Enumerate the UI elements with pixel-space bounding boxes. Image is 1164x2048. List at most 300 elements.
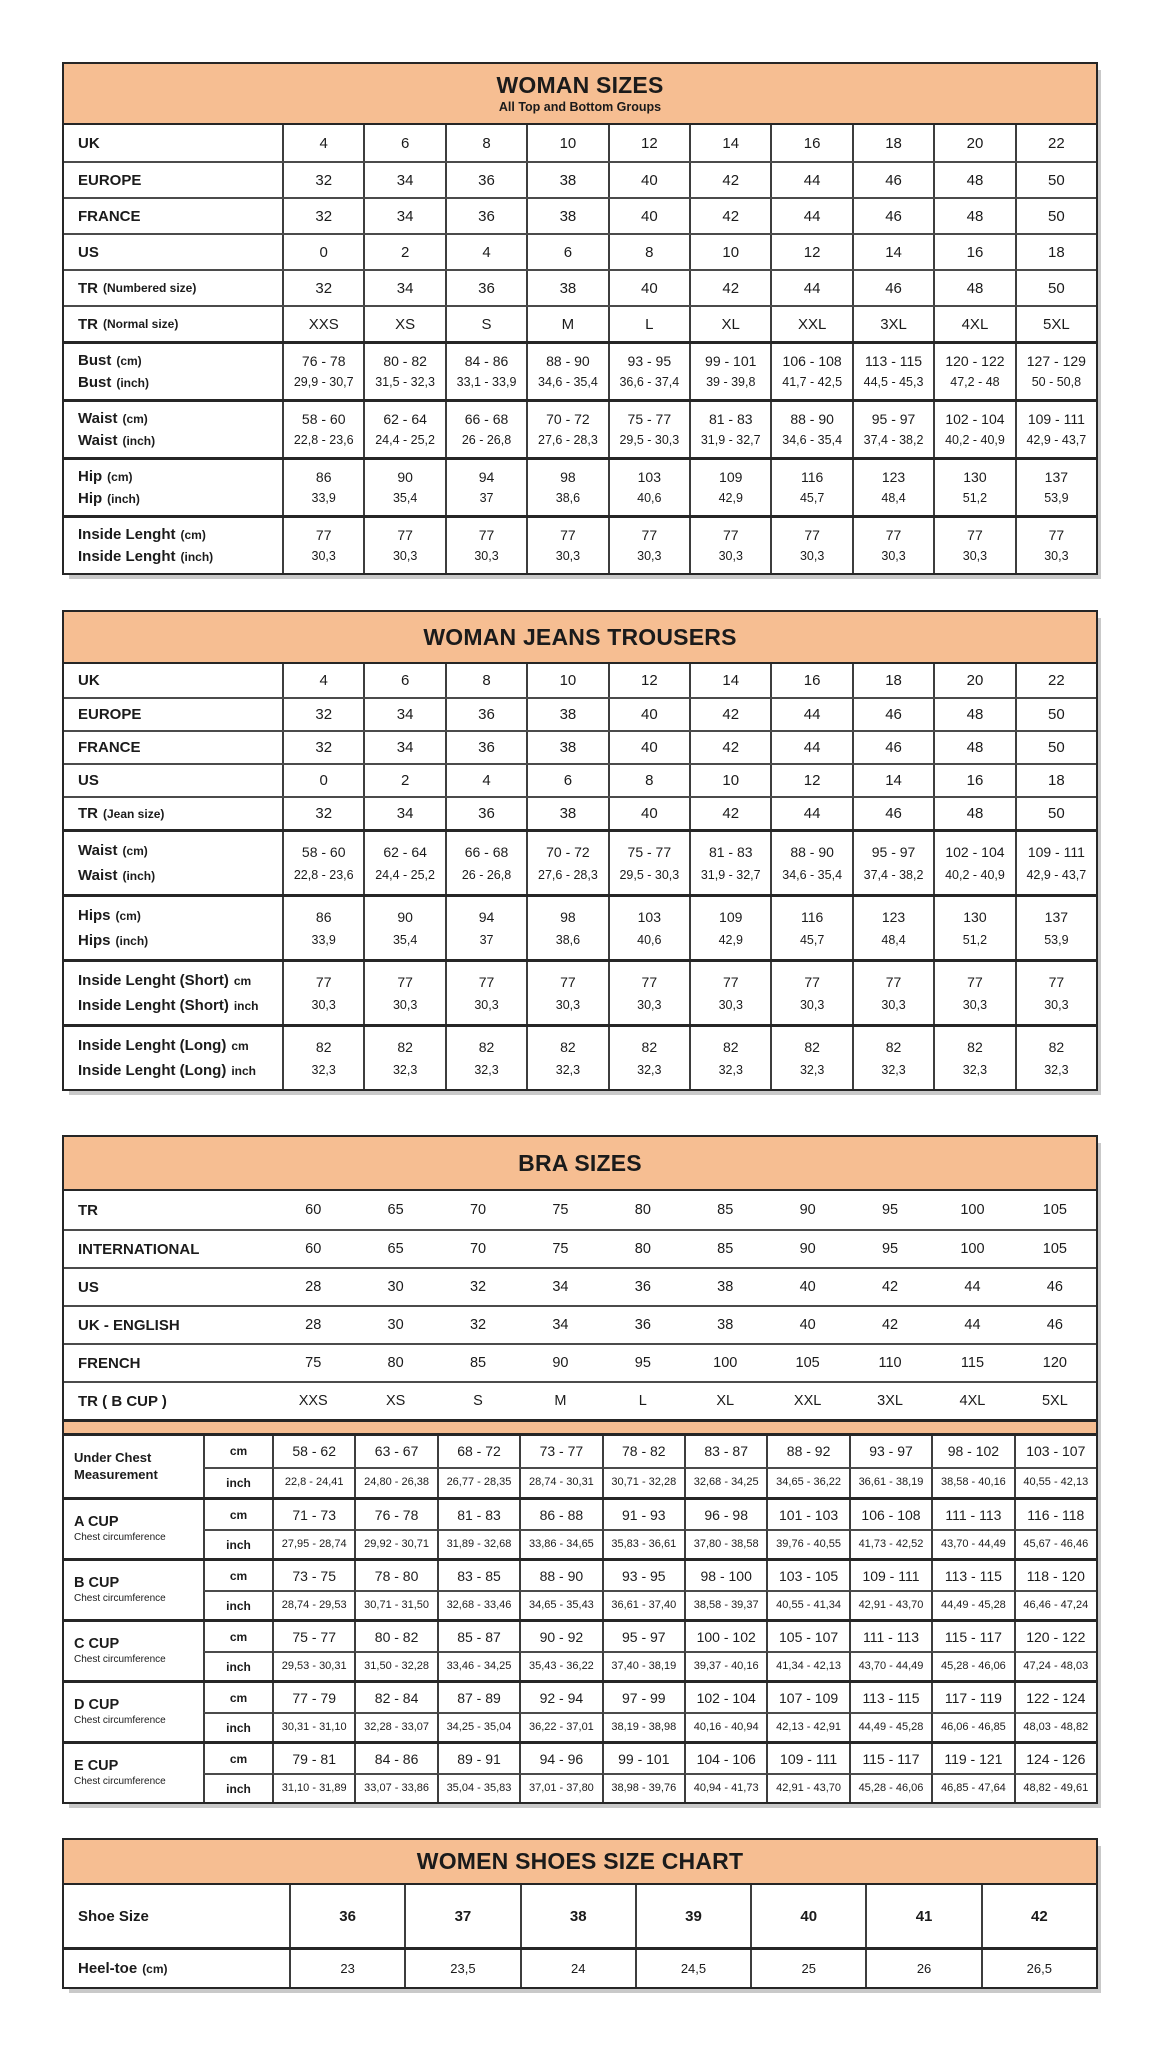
- size-cell: 46,46 - 47,24: [1014, 1590, 1096, 1619]
- size-value-inch: 30,3: [555, 998, 581, 1012]
- size-cell: 43,70 - 44,49: [931, 1529, 1013, 1558]
- size-cell: 10: [526, 664, 607, 697]
- size-row: [64, 1343, 1096, 1381]
- size-cell: 79 - 81: [272, 1744, 354, 1773]
- size-cell: 42: [689, 199, 770, 233]
- size-cell: 8: [608, 765, 689, 796]
- size-cell: 40,55 - 41,34: [766, 1590, 848, 1619]
- row-label-text: FRENCH: [78, 1354, 141, 1372]
- row-label-text: UK: [78, 134, 100, 152]
- size-cell: 113 - 115: [931, 1561, 1013, 1590]
- row-label-line: [78, 908, 141, 923]
- bra-section: [64, 1497, 1096, 1558]
- size-row-pair: [64, 1024, 1096, 1089]
- row-label: [64, 199, 282, 233]
- size-value-inch: 47,2 - 48: [950, 375, 1000, 390]
- size-cell: [526, 344, 607, 399]
- size-cell: 45,67 - 46,46: [1014, 1529, 1096, 1558]
- size-value-cm: 137: [1044, 908, 1069, 925]
- size-cell: 2: [363, 765, 444, 796]
- size-value-inch: 32,3: [392, 1063, 418, 1077]
- size-cell: 63 - 67: [354, 1436, 436, 1467]
- size-value-cm: 82: [315, 1038, 332, 1055]
- size-cell: M: [554, 1392, 567, 1409]
- size-cell: 71 - 73: [272, 1500, 354, 1529]
- size-value-inch: 40,6: [637, 491, 662, 506]
- size-value-cm: 66 - 68: [464, 843, 509, 860]
- bra-section-label: [64, 1744, 203, 1802]
- size-cell: 34: [552, 1316, 569, 1333]
- size-value-inch: 32,3: [718, 1063, 743, 1077]
- size-cell: 70: [469, 1201, 487, 1218]
- size-cell: 24,80 - 26,38: [354, 1467, 436, 1498]
- size-cell: [282, 460, 363, 515]
- row-label-text: TR ( B CUP ): [78, 1392, 167, 1410]
- size-cell: 101 - 103: [766, 1500, 848, 1529]
- size-cell: 4XL: [959, 1392, 986, 1409]
- size-cell: 78 - 82: [602, 1436, 684, 1467]
- size-cell: [770, 402, 851, 457]
- size-value-cm: 137: [1044, 469, 1069, 486]
- size-cell: 33,07 - 33,86: [354, 1773, 436, 1802]
- size-value-cm: 77: [885, 973, 902, 990]
- size-cell: 42,91 - 43,70: [766, 1773, 848, 1802]
- size-cell: 46: [1046, 1278, 1063, 1295]
- row-label-small-text: cm: [233, 974, 252, 989]
- size-cell: 4: [282, 125, 363, 161]
- size-value-inch: 30,3: [1044, 998, 1069, 1012]
- size-value-inch: 30,3: [392, 998, 418, 1012]
- size-value-cm: 130: [963, 908, 987, 925]
- size-cell: 90: [552, 1354, 569, 1371]
- size-cell: 35,04 - 35,83: [437, 1773, 519, 1802]
- size-cell: 12: [770, 235, 851, 269]
- size-cell: 44: [964, 1316, 981, 1333]
- size-cell: 28,74 - 29,53: [272, 1590, 354, 1619]
- size-cell: 42: [689, 271, 770, 305]
- size-value-cm: 82: [478, 1038, 495, 1055]
- unit-label-cm: cm: [203, 1744, 272, 1773]
- size-cell: 105: [795, 1354, 820, 1371]
- size-cell: 0: [282, 235, 363, 269]
- size-cell: [445, 518, 526, 573]
- size-cell: 102 - 104: [684, 1683, 766, 1712]
- row-label-line: [78, 469, 133, 484]
- size-value-cm: 77: [885, 527, 902, 544]
- size-cell: [689, 832, 770, 894]
- size-value-inch: 30,3: [962, 549, 988, 564]
- size-cell: [363, 962, 444, 1024]
- size-value-cm: 77: [641, 527, 658, 544]
- size-cell: 4: [282, 664, 363, 697]
- size-value-cm: 102 - 104: [945, 411, 1005, 428]
- size-cell: 36: [445, 163, 526, 197]
- size-row-pair: [64, 515, 1096, 573]
- size-cell: 65: [387, 1240, 404, 1257]
- size-cell: 14: [689, 664, 770, 697]
- size-row: [64, 1229, 1096, 1267]
- size-value-inch: 27,6 - 28,3: [538, 868, 598, 882]
- size-cell: XS: [385, 1392, 406, 1409]
- size-cell: 48: [933, 699, 1014, 730]
- size-cell: 44: [770, 271, 851, 305]
- size-value-cm: 77: [560, 527, 576, 544]
- size-cell: 95 - 97: [602, 1622, 684, 1651]
- size-cell: 115 - 117: [931, 1622, 1013, 1651]
- size-cell: 32: [469, 1278, 487, 1295]
- size-cell: 23: [289, 1950, 404, 1987]
- size-cell: [282, 344, 363, 399]
- size-cell: 103 - 105: [766, 1561, 848, 1590]
- size-row: [64, 763, 1096, 796]
- row-label-small-text: (cm): [180, 528, 206, 542]
- size-cell: 47,24 - 48,03: [1014, 1651, 1096, 1680]
- size-cell: 24,5: [635, 1950, 750, 1987]
- row-label: [64, 271, 282, 305]
- size-value-inch: 29,5 - 30,3: [619, 433, 680, 448]
- size-value-cm: 62 - 64: [383, 411, 427, 428]
- size-cell: 99 - 101: [602, 1744, 684, 1773]
- size-cell: 29,53 - 30,31: [272, 1651, 354, 1680]
- size-cell: 90 - 92: [519, 1622, 601, 1651]
- row-label: [64, 307, 282, 341]
- size-cell: 38,58 - 39,37: [684, 1590, 766, 1619]
- size-row: [64, 664, 1096, 697]
- size-cell: M: [526, 307, 607, 341]
- size-value-inch: 34,6 - 35,4: [782, 433, 843, 448]
- row-label-line: [78, 973, 251, 988]
- size-cell: 32: [282, 798, 363, 829]
- size-row: [64, 1381, 1096, 1419]
- size-cell: [852, 1027, 933, 1089]
- size-row-pair: [64, 959, 1096, 1024]
- size-value-inch: 30,3: [881, 998, 906, 1012]
- size-value-cm: 109: [719, 908, 743, 925]
- size-cell: [933, 518, 1014, 573]
- row-label-small-text: (Numbered size): [103, 281, 197, 295]
- size-cell: 35,83 - 36,61: [602, 1529, 684, 1558]
- size-cell: 113 - 115: [849, 1683, 931, 1712]
- size-cell: 39: [635, 1885, 750, 1947]
- size-cell: 80: [634, 1201, 651, 1218]
- size-cell: 20: [933, 125, 1014, 161]
- jeans-trousers-body: [64, 664, 1096, 1089]
- bra-sizes-table: [62, 1135, 1098, 1804]
- size-cell: [933, 962, 1014, 1024]
- size-value-inch: 35,4: [392, 491, 418, 506]
- size-value-inch: 22,8 - 23,6: [293, 868, 354, 882]
- size-value-inch: 22,8 - 23,6: [293, 433, 354, 448]
- row-label-small-text: (cm): [122, 844, 148, 859]
- size-cell: 40: [608, 163, 689, 197]
- row-label-small-text: (Jean size): [103, 806, 165, 821]
- size-value-inch: 34,6 - 35,4: [538, 375, 598, 390]
- size-value-inch: 29,5 - 30,3: [619, 868, 680, 882]
- size-value-inch: 40,2 - 40,9: [945, 433, 1005, 448]
- size-cell: 23,5: [404, 1950, 519, 1987]
- row-label-text: US: [78, 772, 99, 789]
- row-label-text: Inside Lenght (Long): [78, 1061, 227, 1079]
- size-cell: 8: [608, 235, 689, 269]
- size-row: [64, 1305, 1096, 1343]
- size-cell: [852, 518, 933, 573]
- size-cell: 37,01 - 37,80: [519, 1773, 601, 1802]
- woman-sizes-body: [64, 125, 1096, 573]
- row-label-line: [78, 998, 259, 1013]
- size-value-cm: 94: [478, 908, 495, 925]
- row-label-small-text: (inch): [107, 492, 140, 506]
- size-cell: 40: [608, 699, 689, 730]
- size-cell: [526, 402, 607, 457]
- row-label-text: Inside Lenght (Short): [78, 972, 229, 990]
- size-cell: 44: [770, 699, 851, 730]
- size-value-cm: 84 - 86: [464, 353, 509, 370]
- size-cell: 58 - 62: [272, 1436, 354, 1467]
- size-cell: 38: [717, 1316, 734, 1333]
- size-cell: 88 - 90: [519, 1561, 601, 1590]
- unit-label-inch: inch: [203, 1590, 272, 1619]
- size-cell: 110: [878, 1354, 902, 1371]
- size-value-cm: 58 - 60: [301, 411, 346, 428]
- size-cell: [689, 962, 770, 1024]
- size-cell: 34: [363, 732, 444, 763]
- size-cell: 2: [363, 235, 444, 269]
- size-value-cm: 81 - 83: [708, 411, 753, 428]
- size-cell: L: [608, 307, 689, 341]
- size-cell: 46: [1046, 1316, 1063, 1333]
- size-cell: 8: [445, 664, 526, 697]
- size-cell: 30,71 - 32,28: [602, 1467, 684, 1498]
- row-label-small-text: (cm): [115, 909, 141, 924]
- size-cell: [770, 1027, 851, 1089]
- size-cell: 34: [552, 1278, 569, 1295]
- row-label: [64, 962, 282, 1024]
- row-label: [64, 125, 282, 161]
- row-label: [64, 1231, 272, 1267]
- size-cell: 48: [933, 163, 1014, 197]
- size-cell: [770, 832, 851, 894]
- size-cell: 44: [770, 163, 851, 197]
- size-value-inch: 53,9: [1044, 933, 1069, 947]
- size-cell: 44: [770, 199, 851, 233]
- size-cell: 38,98 - 39,76: [602, 1773, 684, 1802]
- size-cell: 36: [634, 1316, 651, 1333]
- size-value-inch: 42,9: [718, 491, 743, 506]
- table-title: WOMAN JEANS TROUSERS: [423, 623, 737, 650]
- size-cell: [689, 1027, 770, 1089]
- size-value-cm: 77: [315, 527, 332, 544]
- row-label-text: Heel-toe: [78, 1960, 138, 1977]
- size-value-cm: 98: [560, 469, 576, 486]
- size-value-inch: 31,9 - 32,7: [700, 433, 761, 448]
- cup-name: D CUP: [74, 1696, 120, 1713]
- jeans-trousers-header: [64, 612, 1096, 664]
- size-cell: 50: [1015, 798, 1096, 829]
- size-cell: 4: [445, 765, 526, 796]
- size-row-pair: [64, 399, 1096, 457]
- size-cell: 93 - 95: [602, 1561, 684, 1590]
- size-value-inch: 30,3: [311, 998, 336, 1012]
- size-cell: [1015, 1027, 1096, 1089]
- row-label-text: TR: [78, 1201, 98, 1219]
- size-value-cm: 95 - 97: [871, 411, 916, 428]
- size-cell: [363, 897, 444, 959]
- size-cell: 120: [1042, 1354, 1067, 1371]
- size-cell: 18: [852, 664, 933, 697]
- size-cell: [445, 897, 526, 959]
- size-cell: 31,50 - 32,28: [354, 1651, 436, 1680]
- size-cell: 75: [552, 1201, 569, 1218]
- size-cell: [608, 1027, 689, 1089]
- size-cell: 95: [634, 1354, 651, 1371]
- size-value-cm: 103: [637, 469, 661, 486]
- row-label: [64, 732, 282, 763]
- size-cell: 5XL: [1015, 307, 1096, 341]
- size-cell: 14: [689, 125, 770, 161]
- size-value-inch: 24,4 - 25,2: [375, 433, 435, 448]
- row-label-small-text: (cm): [116, 354, 142, 368]
- row-label: [64, 163, 282, 197]
- size-cell: [1015, 832, 1096, 894]
- table-title: BRA SIZES: [518, 1149, 642, 1176]
- size-cell: 95: [881, 1201, 899, 1218]
- bra-section: [64, 1436, 1096, 1497]
- row-label-text: Bust: [78, 374, 112, 391]
- size-cell: 46: [852, 798, 933, 829]
- size-value-inch: 30,3: [1044, 549, 1069, 564]
- size-cell: 115 - 117: [849, 1744, 931, 1773]
- size-cell: 14: [852, 765, 933, 796]
- row-label-text: TR: [78, 805, 98, 822]
- size-cell: 26,77 - 28,35: [437, 1467, 519, 1498]
- size-cell: 100 - 102: [684, 1622, 766, 1651]
- size-cell: 103 - 107: [1014, 1436, 1096, 1467]
- size-cell: 22: [1015, 664, 1096, 697]
- row-label: [64, 1885, 289, 1947]
- row-label-text: Inside Lenght (Short): [78, 996, 229, 1014]
- size-cell: 39,37 - 40,16: [684, 1651, 766, 1680]
- bra-sizes-upper-body: [64, 1191, 1096, 1419]
- size-cell: 32,68 - 33,46: [437, 1590, 519, 1619]
- size-row: [64, 697, 1096, 730]
- size-cell: 20: [933, 664, 1014, 697]
- unit-label-inch: inch: [203, 1712, 272, 1741]
- size-cell: [933, 897, 1014, 959]
- size-value-inch: 34,6 - 35,4: [782, 868, 843, 882]
- size-cell: [770, 344, 851, 399]
- size-value-inch: 40,6: [637, 933, 662, 947]
- row-label-small-text: (inch): [122, 434, 156, 448]
- size-cell: 30: [387, 1316, 404, 1333]
- bra-section-label: [64, 1622, 203, 1680]
- row-label: [64, 235, 282, 269]
- row-label-line: [78, 353, 142, 368]
- size-cell: 6: [526, 235, 607, 269]
- size-value-cm: 77: [315, 973, 332, 990]
- size-cell: XL: [689, 307, 770, 341]
- size-value-cm: 77: [560, 973, 576, 990]
- size-cell: 85: [717, 1201, 734, 1218]
- size-cell: 83 - 85: [437, 1561, 519, 1590]
- size-cell: 85: [469, 1354, 487, 1371]
- bra-section-label: [64, 1561, 203, 1619]
- size-value-inch: 33,1 - 33,9: [456, 375, 517, 390]
- size-value-cm: 77: [967, 527, 983, 544]
- size-value-inch: 30,3: [637, 998, 662, 1012]
- size-cell: 16: [933, 765, 1014, 796]
- unit-label-inch: inch: [203, 1651, 272, 1680]
- size-cell: 75: [552, 1240, 569, 1257]
- unit-label-cm: cm: [203, 1683, 272, 1712]
- size-cell: 3XL: [852, 307, 933, 341]
- size-cell: 84 - 86: [354, 1744, 436, 1773]
- size-cell: [933, 1027, 1014, 1089]
- size-cell: [1015, 518, 1096, 573]
- size-cell: XXS: [298, 1392, 328, 1409]
- size-value-cm: 116: [800, 469, 824, 486]
- row-label-text: EUROPE: [78, 171, 142, 189]
- size-row-pair: [64, 829, 1096, 894]
- size-cell: [363, 832, 444, 894]
- size-cell: 34,65 - 35,43: [519, 1590, 601, 1619]
- size-cell: 36: [634, 1278, 651, 1295]
- size-cell: 60: [305, 1201, 322, 1218]
- size-value-cm: 109: [719, 469, 743, 486]
- size-value-inch: 32,3: [881, 1063, 906, 1077]
- size-value-inch: 39 - 39,8: [706, 375, 756, 390]
- row-label-line: [78, 433, 155, 448]
- size-cell: 46: [852, 271, 933, 305]
- size-value-cm: 75 - 77: [627, 411, 672, 428]
- size-cell: 48: [933, 732, 1014, 763]
- size-value-cm: 77: [967, 973, 983, 990]
- size-cell: [689, 518, 770, 573]
- size-cell: 8: [445, 125, 526, 161]
- size-cell: 12: [770, 765, 851, 796]
- row-label-text: TR: [78, 279, 98, 297]
- row-label-text: FRANCE: [78, 207, 141, 225]
- size-cell: 26,5: [981, 1950, 1096, 1987]
- size-value-cm: 86: [315, 469, 332, 486]
- size-value-inch: 48,4: [881, 933, 906, 947]
- size-row: [64, 1267, 1096, 1305]
- size-cell: [445, 402, 526, 457]
- size-cell: 34: [363, 798, 444, 829]
- row-label-small-text: (inch): [115, 933, 149, 948]
- size-cell: 27,95 - 28,74: [272, 1529, 354, 1558]
- size-value-inch: 48,4: [881, 491, 906, 506]
- size-cell: [770, 518, 851, 573]
- size-cell: 18: [1015, 765, 1096, 796]
- size-cell: 40,16 - 40,94: [684, 1712, 766, 1741]
- size-cell: [689, 402, 770, 457]
- size-value-cm: 82: [804, 1038, 820, 1055]
- size-value-cm: 75 - 77: [627, 843, 672, 860]
- row-label-small-text: (inch): [122, 868, 156, 883]
- row-label: [64, 344, 282, 399]
- row-label-text: Waist: [78, 866, 118, 884]
- size-cell: 50: [1015, 699, 1096, 730]
- size-cell: [1015, 402, 1096, 457]
- cup-sublabel: Chest circumference: [74, 1593, 166, 1605]
- size-cell: 10: [526, 125, 607, 161]
- cup-name: B CUP: [74, 1574, 120, 1591]
- size-cell: 38: [526, 163, 607, 197]
- size-value-inch: 37,4 - 38,2: [863, 433, 924, 448]
- size-cell: [933, 460, 1014, 515]
- row-label-text: INTERNATIONAL: [78, 1240, 200, 1258]
- size-cell: 41,34 - 42,13: [766, 1651, 848, 1680]
